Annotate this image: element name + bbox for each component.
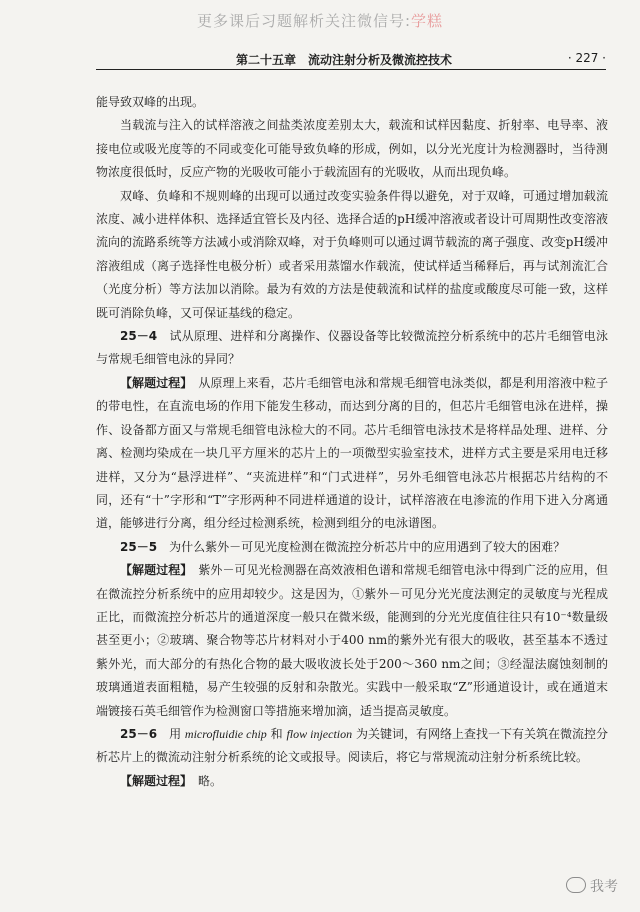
paragraph-1: 能导致双峰的出现。	[96, 95, 205, 109]
chapter-title: 第二十五章 流动注射分析及微流控技术	[236, 53, 453, 67]
top-watermark-text: 更多课后习题解析关注微信号:	[196, 12, 412, 30]
question-number: 25－6	[120, 726, 158, 741]
question-number: 25－5	[120, 539, 158, 554]
top-watermark	[0, 10, 640, 31]
question-text: 试从原理、进样和分离操作、仪器设备等比较微流控分析系统中的芯片毛细管电泳与常规毛细管电泳的异同？	[96, 329, 608, 367]
keyword-1: microfluidie chip	[184, 726, 267, 741]
answer-text: 略。	[198, 773, 223, 788]
question-text-mid: 和	[270, 726, 283, 741]
paragraph-3: 双峰、负峰和不规则峰的出现可以通过改变实验条件得以避免，对于双峰，可通过增加载流浓度、减小进样体积、选择适宜管长及内径、选择合适的pH缓冲溶液或者设计可周期性改变溶液流向的流路系统等方法减小或消除双峰，对于负峰则可以通过调节载流的离子强度、改变pH缓冲溶液组成（离子选择性电极分析）或者采用蒸馏水作载流，使试样适当稀释后，再与试剂流汇合（光度分析）等方法加以消除。最为有效的方法是使载流和试样的盐度或酸度尽可能一致，这样既可消除负峰，又可保证基线的稳定。	[96, 188, 608, 320]
bottom-watermark	[566, 876, 618, 896]
bottom-watermark-text: 我考	[590, 879, 618, 895]
answer-text: 紫外－可见光检测器在高效液相色谱和常规毛细管电泳中得到广泛的应用，但在微流控分析系统中的应用却较少。这是因为，①紫外－可见分光光度法测定的灵敏度与光程成正比，而微流控分析芯片的通道深度一般只在微米级，能测到的分光光度值往往只有10⁻⁴数量级甚至更小；②玻璃、聚合物等芯片材料对小于400 nm的紫外光有很大的吸收，甚至基本不透过紫外光，而大部分的有热化合物的最大吸收波长处于200～360 nm之间；③经湿法腐蚀刻制的玻璃通道表面粗糙，易产生较强的反射和杂散光。实践中一般采取“Z”形通道设计，或在通道末端镀接石英毛细管作为检测窗口等措施来增加滴，适当提高灵敏度。	[96, 563, 608, 718]
page-number: · 227 ·	[567, 51, 606, 65]
solution-label: 【解题过程】	[120, 375, 187, 390]
solution-label: 【解题过程】	[120, 563, 187, 578]
top-watermark-highlight: 学糕	[411, 12, 444, 30]
answer-25-5	[96, 559, 608, 723]
question-number: 25－4	[120, 329, 158, 344]
solution-label: 【解题过程】	[120, 773, 187, 788]
question-25-5	[96, 536, 608, 559]
question-text: 为什么紫外－可见光度检测在微流控分析芯片中的应用遇到了较大的困难？	[169, 539, 566, 554]
answer-25-4	[96, 372, 608, 536]
question-text-pre: 用	[169, 726, 182, 741]
page-body	[96, 91, 608, 793]
keyword-2: flow injection	[286, 726, 353, 741]
question-25-6	[96, 723, 608, 770]
paragraph-2: 当载流与注入的试样溶液之间盐类浓度差别太大，载流和试样因黏度、折射率、电导率、液接电位或吸光度等的不同或变化可能导致负峰的形成，例如，以分光光度计为检测器时，当待测物浓度很低时，反应产物的光吸收可能小于载流固有的光吸收，从而出现负峰。	[96, 118, 608, 180]
answer-25-6	[96, 770, 608, 793]
question-text-post: 为关键词，有网络上查找一下有关筑在微流控分析芯片上的微流动注射分析系统的论文或报导。阅读后，将它与常规流动注射分析系统比较。	[96, 726, 608, 765]
question-25-4	[96, 325, 608, 372]
running-head	[96, 49, 606, 70]
wechat-icon	[566, 877, 586, 893]
answer-text: 从原理上来看，芯片毛细管电泳和常规毛细管电泳类似，都是利用溶液中粒子的带电性，在直流电场的作用下能发生移动，而达到分离的目的，但芯片毛细管电泳在进样，操作、设备都方面又与常规毛细管电泳检大的不同。芯片毛细管电泳技术是将样品处理、进样、分离、检测均染成在一块几平方厘米的芯片上的一项微型实验室技术，进样方式主要是采用电迁移进样，又分为“悬浮进样”、“夹流进样”和“门式进样”，另外毛细管电泳芯片根据芯片结构的不同，还有“十”字形和“T”字形两种不同进样通道的设计，试样溶液在电渗流的作用下进入分离通道，能够进行分离，组分经过检测系统，检测到组分的电泳谱图。	[96, 375, 608, 531]
